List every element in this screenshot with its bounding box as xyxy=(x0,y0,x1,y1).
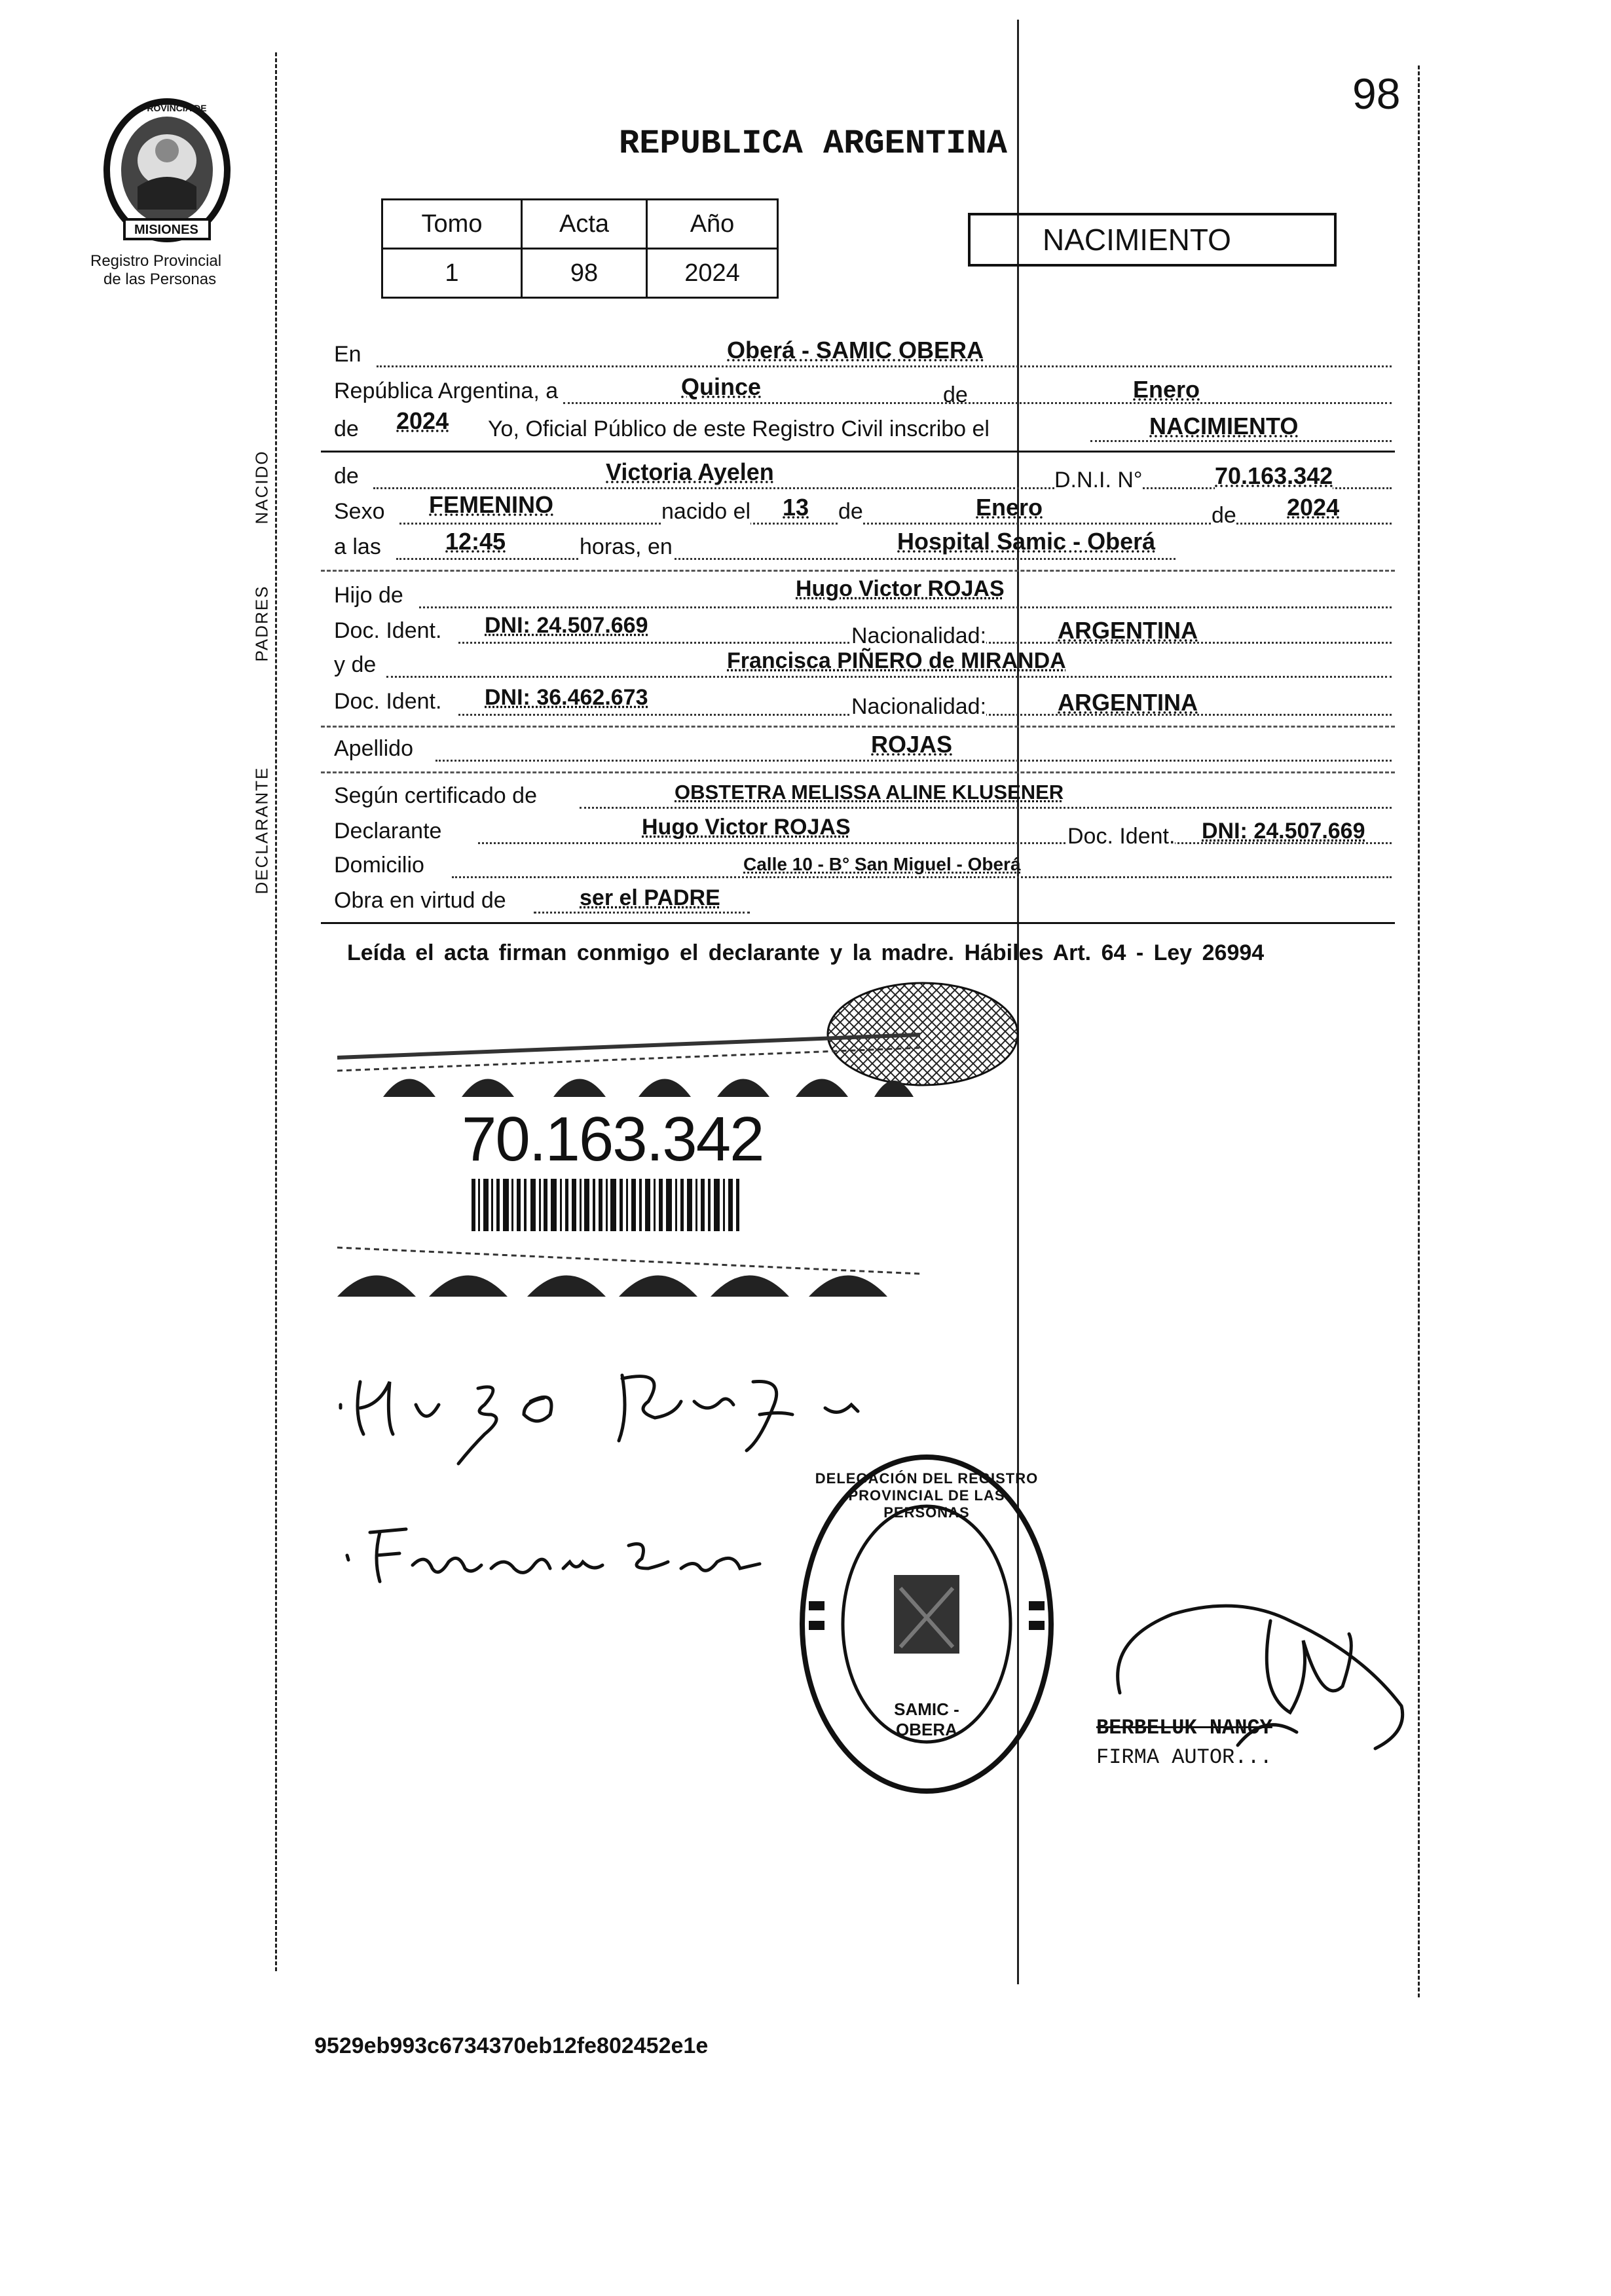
section-label-declarante: DECLARANTE xyxy=(251,766,272,895)
segun-label: Según certificado de xyxy=(334,783,537,808)
docident-label: Doc. Ident. xyxy=(334,618,442,643)
dni-value: 70.163.342 xyxy=(1215,462,1333,489)
handwritten-signature-hugo-icon xyxy=(327,1342,904,1467)
section-label-nacido: NACIDO xyxy=(251,450,272,525)
obra-line xyxy=(534,912,750,914)
apellido-label: Apellido xyxy=(334,736,413,761)
padre-doc: DNI: 24.507.669 xyxy=(485,613,648,638)
table-header: Tomo xyxy=(382,200,522,249)
barcode-icon xyxy=(472,1179,766,1231)
wave-pattern-top-icon xyxy=(337,1025,920,1103)
country-title: REPUBLICA ARGENTINA xyxy=(619,124,1007,163)
authority-name: BERBELUK NANCY xyxy=(1096,1716,1272,1740)
logo-text-bottom: MISIONES xyxy=(134,223,198,237)
nacido-label: nacido el xyxy=(661,499,751,524)
divider-5 xyxy=(321,922,1395,924)
madre-doc: DNI: 36.462.673 xyxy=(485,685,648,710)
left-margin-line xyxy=(275,52,277,1971)
divider-4 xyxy=(321,771,1395,773)
nacionalidad2-label: Nacionalidad: xyxy=(851,694,987,719)
docident2-label: Doc. Ident. xyxy=(334,689,442,714)
nacido-year: 2024 xyxy=(1287,494,1340,521)
hijo-label: Hijo de xyxy=(334,583,403,608)
docident3-label: Doc. Ident. xyxy=(1067,824,1176,849)
rep-de-label: de xyxy=(943,382,968,407)
dni-label: D.N.I. N° xyxy=(1054,468,1143,492)
official-stamp xyxy=(796,1451,1058,1798)
padre-value: Hugo Victor ROJAS xyxy=(796,576,1005,601)
en-value: Oberá - SAMIC OBERA xyxy=(727,337,984,363)
registry-line2: de las Personas xyxy=(103,270,217,288)
obra-label: Obra en virtud de xyxy=(334,888,506,913)
stamp-ring-text: DELEGACIÓN DEL REGISTRO PROVINCIAL DE LAS PERSONAS xyxy=(815,1470,1039,1521)
hijo-line xyxy=(419,606,1392,608)
doc-type-label: NACIMIENTO xyxy=(1043,223,1231,257)
year-value: 2024 xyxy=(396,407,449,434)
alas-line xyxy=(396,558,1176,560)
declarante-value: Hugo Victor ROJAS xyxy=(642,815,851,840)
madre-nac: ARGENTINA xyxy=(1058,689,1198,716)
divider-3 xyxy=(321,726,1395,728)
padre-nac: ARGENTINA xyxy=(1058,617,1198,644)
de4-label: de xyxy=(1212,503,1236,528)
apellido-line xyxy=(435,760,1392,762)
sexo-label: Sexo xyxy=(334,499,385,524)
record-table xyxy=(381,198,779,299)
handwritten-signature-francisca-icon xyxy=(341,1506,812,1598)
yde-label: y de xyxy=(334,652,377,677)
sexo-value: FEMENINO xyxy=(429,491,554,518)
tomo-value: 1 xyxy=(382,249,522,298)
segun-value: OBSTETRA MELISSA ALINE KLUSENER xyxy=(675,781,1064,804)
province-logo xyxy=(98,95,236,246)
declarante-label: Declarante xyxy=(334,819,442,843)
en-label: En xyxy=(334,342,361,367)
nacionalidad-label: Nacionalidad: xyxy=(851,623,987,648)
inscribo-value: NACIMIENTO xyxy=(1149,413,1299,439)
registry-line1: Registro Provincial xyxy=(90,252,222,270)
obra-value: ser el PADRE xyxy=(580,885,720,910)
barcode-number: 70.163.342 xyxy=(462,1104,764,1174)
mother-signature xyxy=(341,1506,812,1598)
barcode-area xyxy=(337,1025,920,1300)
madre-line xyxy=(386,676,1392,678)
section-label-padres: PADRES xyxy=(251,585,272,662)
authority-signature xyxy=(1094,1582,1447,1778)
segun-line xyxy=(580,807,1392,809)
sexo-line xyxy=(399,523,1392,525)
document-hash: 9529eb993c6734370eb12fe802452e1e xyxy=(314,2033,709,2058)
year-prefix: de xyxy=(334,417,359,441)
inscribo-line xyxy=(1090,440,1392,442)
horas-en-label: horas, en xyxy=(580,534,673,559)
table-header: Año xyxy=(647,200,778,249)
wave-pattern-bottom-icon xyxy=(337,1234,920,1300)
anio-value: 2024 xyxy=(647,249,778,298)
rep-line xyxy=(563,402,1392,404)
declarante-doc: DNI: 24.507.669 xyxy=(1202,819,1365,843)
declarant-signature xyxy=(327,1342,904,1467)
page-number: 98 xyxy=(1352,69,1401,118)
de3-label: de xyxy=(838,499,863,524)
nacido-month: Enero xyxy=(976,494,1043,521)
stamp-center-text: SAMIC - OBERA xyxy=(894,1699,959,1739)
madre-value: Francisca PIÑERO de MIRANDA xyxy=(727,648,1066,673)
rep-label: República Argentina, a xyxy=(334,379,559,403)
rep-day: Quince xyxy=(681,373,762,400)
oficial-text: Yo, Oficial Público de este Registro Civil inscribo el xyxy=(488,417,990,441)
hora-value: 12:45 xyxy=(445,528,506,555)
de2-label: de xyxy=(334,464,359,489)
doc-type-box xyxy=(968,213,1337,267)
alas-label: a las xyxy=(334,534,381,559)
rep-month: Enero xyxy=(1133,376,1200,403)
nombre-value: Victoria Ayelen xyxy=(606,458,774,485)
logo-text-top: PROVINCIA DE xyxy=(141,103,207,113)
acta-value: 98 xyxy=(522,249,647,298)
table-header: Acta xyxy=(522,200,647,249)
lugar-value: Hospital Samic - Oberá xyxy=(897,528,1156,555)
en-line xyxy=(377,365,1392,367)
divider-1 xyxy=(321,451,1395,453)
divider-2 xyxy=(321,570,1395,572)
domicilio-value: Calle 10 - B° San Miguel - Oberá xyxy=(743,854,1021,874)
apellido-value: ROJAS xyxy=(871,731,953,758)
domicilio-line xyxy=(452,876,1392,878)
nacido-day: 13 xyxy=(783,494,809,521)
domicilio-label: Domicilio xyxy=(334,853,424,878)
closing-text: Leída el acta firman conmigo el declarante y la madre. Hábiles Art. 64 - Ley 26994 xyxy=(347,940,1265,965)
authority-title: FIRMA AUTOR... xyxy=(1096,1745,1272,1769)
